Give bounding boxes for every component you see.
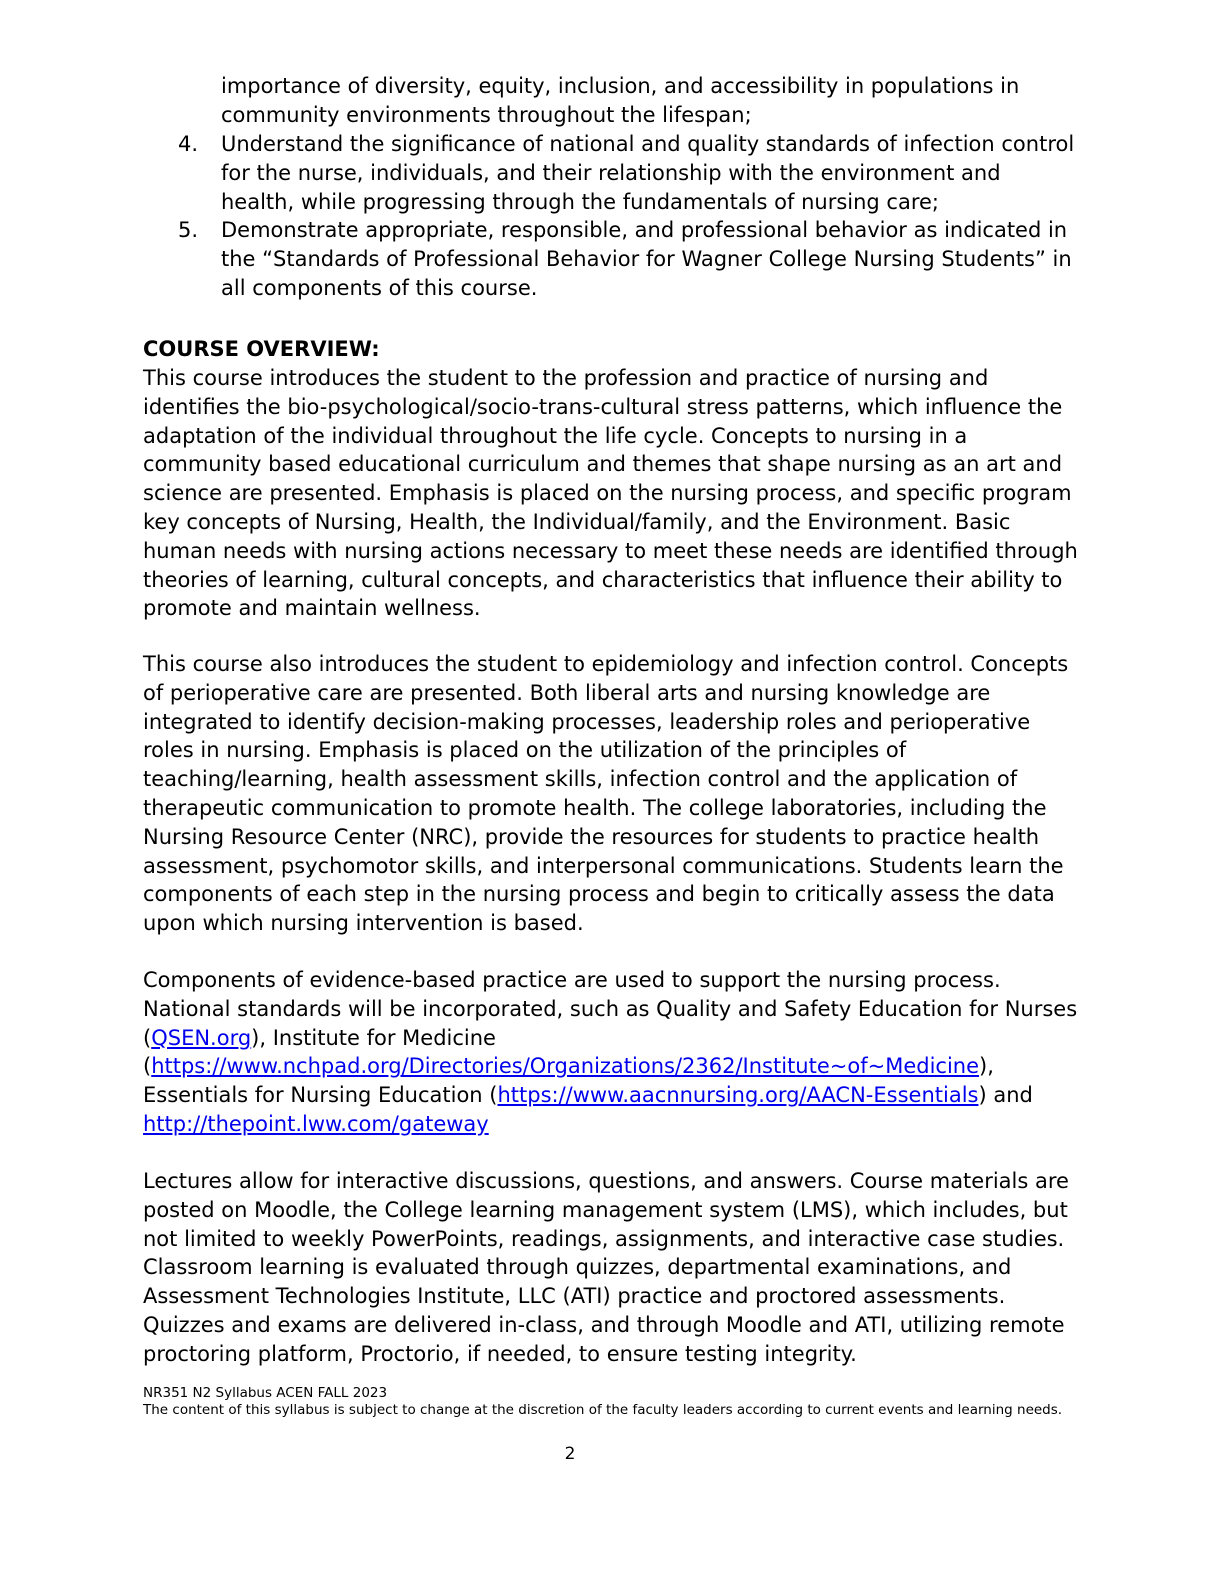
paragraph-text: ), Institute for Medicine ( bbox=[143, 1025, 496, 1079]
objective-number: 4. bbox=[178, 132, 199, 156]
paragraph-text: Components of evidence-based practice are used to support the nursing process. National standards will be incorporated, such as Quality and Safety Education for Nurses ( bbox=[143, 968, 1078, 1050]
page-number: 2 bbox=[564, 1444, 576, 1464]
objective-text: Understand the significance of national and quality standards of infection control for the nurse, individuals, and their relationship with the environment and health, while progressing through the fundamentals of nursing care; bbox=[221, 132, 1075, 214]
objective-item-4 bbox=[178, 130, 1078, 216]
footer-course-id: NR351 N2 Syllabus ACEN FALL 2023 bbox=[143, 1385, 388, 1401]
objective-number: 5. bbox=[178, 218, 199, 243]
nchpad-link[interactable]: https://www.nchpad.org/Directories/Organizations/2362/Institute~of~Medicine bbox=[151, 1054, 980, 1079]
overview-paragraph-1: This course introduces the student to the profession and practice of nursing and identifies the bio-psychological/socio-trans-cultural stress patterns, which influence the adaptation of the individual throughout the life cycle. Concepts to nursing in a community based educational curriculum and themes that shape nursing as an art and science are presented. Emphasis is placed on the nursing process, and specific program key concepts of Nursing, Health, the Individual/family, and the Environment. Basic human needs with nursing actions necessary to meet these needs are identified through theories of learning, cultural concepts, and characteristics that influence their ability to promote and maintain wellness. bbox=[143, 366, 1078, 621]
objective-continuation: importance of diversity, equity, inclusion, and accessibility in populations in community environments throughout the lifespan; bbox=[221, 74, 1020, 127]
qsen-link[interactable]: QSEN.org bbox=[151, 1025, 252, 1050]
objectives-list bbox=[178, 130, 1078, 303]
page-footer bbox=[143, 1385, 1063, 1419]
paragraph-text: ) and bbox=[978, 1083, 1033, 1108]
aacn-essentials-link[interactable]: https://www.aacnnursing.org/AACN-Essentials bbox=[497, 1083, 979, 1108]
overview-paragraph-3 bbox=[143, 966, 1078, 1139]
footer-disclaimer: The content of this syllabus is subject to change at the discretion of the faculty leaders according to current events and learning needs. bbox=[143, 1402, 1063, 1418]
objective-item-5 bbox=[178, 216, 1078, 302]
overview-paragraph-4: Lectures allow for interactive discussions, questions, and answers. Course materials are posted on Moodle, the College learning management system (LMS), which includes, but not limited to weekly PowerPoints, readings, assignments, and interactive case studies. Classroom learning is evaluated through quizzes, departmental examinations, and Assessment Technologies Institute, LLC (ATI) practice and proctored assessments. Quizzes and exams are delivered in-class, and through Moodle and ATI, utilizing remote proctoring platform, Proctorio, if needed, to ensure testing integrity. bbox=[143, 1169, 1069, 1366]
thepoint-gateway-link[interactable]: http://thepoint.lww.com/gateway bbox=[143, 1111, 489, 1136]
overview-paragraph-2: This course also introduces the student to epidemiology and infection control. Concepts of perioperative care are presented. Both liberal arts and nursing knowledge are integrated to identify decision-making processes, leadership roles and perioperative roles in nursing. Emphasis is placed on the utilization of the principles of teaching/learning, health assessment skills, infection control and the application of therapeutic communication to promote health. The college laboratories, including the Nursing Resource Center (NRC), provide the resources for students to practice health assessment, psychomotor skills, and interpersonal communications. Students learn the components of each step in the nursing process and begin to critically assess the data upon which nursing intervention is based. bbox=[143, 652, 1069, 936]
course-overview-heading: COURSE OVERVIEW: bbox=[143, 337, 380, 361]
objective-text: Demonstrate appropriate, responsible, and professional behavior as indicated in the “Standards of Professional Behavior for Wagner College Nursing Students” in all components of this course. bbox=[221, 218, 1072, 300]
paragraph-text: ), Essentials for Nursing Education ( bbox=[143, 1054, 994, 1108]
